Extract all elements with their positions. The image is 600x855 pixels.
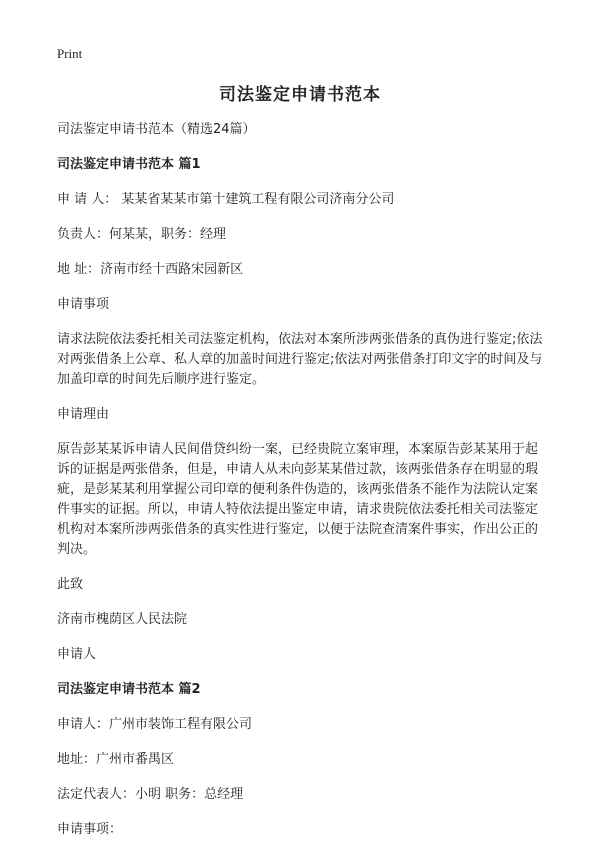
print-link[interactable]: Print xyxy=(57,46,83,61)
section-1-matters-text: 请求法院依法委托相关司法鉴定机构，依法对本案所涉两张借条的真伪进行鉴定;依法对两张借条上公章、私人章的加盖时间进行鉴定;依法对两张借条打印文字的时间及与加盖印章的时间先后顺序进行鉴定。 xyxy=(57,332,543,387)
document-intro: 司法鉴定申请书范本（精选24篇） xyxy=(57,122,256,137)
section-1-applicant: 申 请 人： 某某省某某市第十建筑工程有限公司济南分公司 xyxy=(57,192,395,207)
document-body xyxy=(57,120,547,855)
section-2-heading: 司法鉴定申请书范本 篇2 xyxy=(57,682,201,697)
section-1-address: 地 址：济南市经十西路宋园新区 xyxy=(57,262,244,277)
section-2-representative: 法定代表人：小明 职务：总经理 xyxy=(57,787,244,802)
section-1-responsible-person: 负责人：何某某，职务：经理 xyxy=(57,227,227,242)
section-1-court: 济南市槐荫区人民法院 xyxy=(57,612,188,627)
section-1-matters-label: 申请事项 xyxy=(57,297,110,312)
section-1-reason-text: 原告彭某某诉申请人民间借贷纠纷一案，已经贵院立案审理，本案原告彭某某用于起诉的证据是两张借条，但是，申请人从未向彭某某借过款，该两张借条存在明显的瑕疵，是彭某某利用掌握公司印章的便利条件伪造的，该两张借条不能作为法院认定案件事实的证据。所以，申请人特依法提出鉴定申请，请求贵院依法委托相关司法鉴定机构对本案所涉两张借条的真实性进行鉴定，以便于法院查清案件事实，作出公正的判决。 xyxy=(57,442,539,557)
section-1-signer: 申请人 xyxy=(57,647,97,662)
section-2-address: 地址：广州市番禺区 xyxy=(57,752,175,767)
section-2-applicant: 申请人：广州市装饰工程有限公司 xyxy=(57,717,253,732)
section-1-heading: 司法鉴定申请书范本 篇1 xyxy=(57,157,201,172)
section-1-closing: 此致 xyxy=(57,577,84,592)
section-1-reason-label: 申请理由 xyxy=(57,407,110,422)
section-2-matters-label: 申请事项： xyxy=(57,822,123,837)
page-title: 司法鉴定申请书范本 xyxy=(219,85,381,105)
